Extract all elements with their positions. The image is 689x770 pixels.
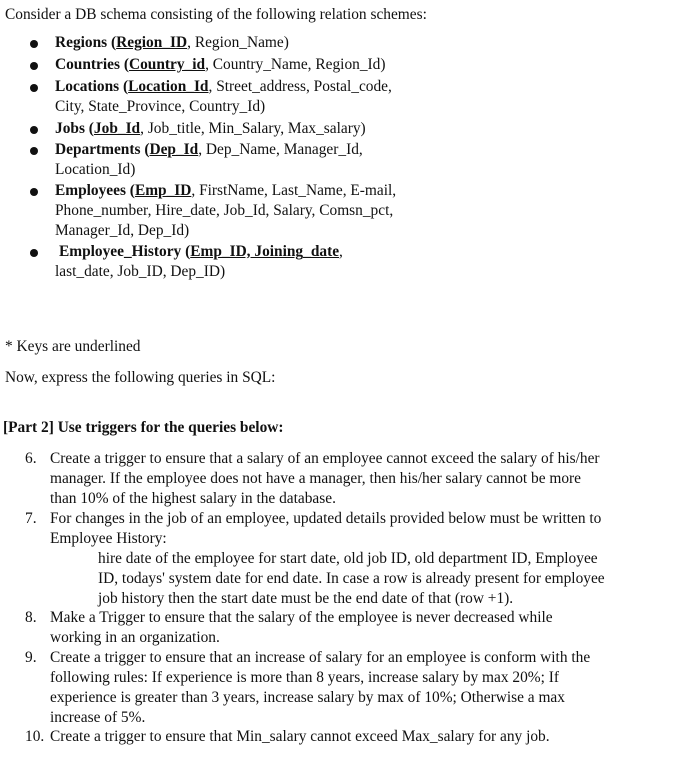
- relation-employee-history: [55, 242, 479, 282]
- query-number: 6.: [25, 450, 37, 467]
- bullet-icon: [30, 62, 38, 70]
- relation-attrs: , Region_Name): [187, 34, 289, 51]
- bullet-icon: [30, 188, 38, 196]
- query-line: working in an organization.: [50, 629, 220, 646]
- bullet-icon: [30, 249, 38, 257]
- query-line: than 10% of the highest salary in the database.: [50, 490, 336, 507]
- query-line: For changes in the job of an employee, updated details provided below must be written to: [50, 510, 602, 527]
- relation-keys: Country_id: [128, 56, 206, 73]
- query-number: 10.: [25, 728, 45, 745]
- bullet-icon: [30, 40, 38, 48]
- query-line: Create a trigger to ensure that a salary of an employee cannot exceed the salary of his/her: [50, 450, 600, 467]
- query-line: experience is greater than 3 years, increase salary by max of 10%; Otherwise a max: [50, 689, 565, 706]
- query-number: 7.: [25, 510, 37, 527]
- relation-keys: Emp_ID, Joining_date: [190, 243, 340, 260]
- bullet-icon: [30, 126, 38, 134]
- query-line: Make a Trigger to ensure that the salary of the employee is never decreased while: [50, 609, 553, 626]
- query-line: following rules: If experience is more than 8 years, increase salary by max 20%; If: [50, 669, 559, 686]
- relation-keys: Job_Id: [93, 120, 141, 137]
- keys-note: * Keys are underlined: [5, 338, 141, 355]
- query-line: Create a trigger to ensure that an increase of salary for an employee is conform with the: [50, 649, 591, 666]
- relation-attrs-cont: Manager_Id, Dep_Id): [55, 222, 190, 239]
- query-number: 8.: [25, 609, 37, 626]
- relation-employees: [55, 181, 475, 241]
- relation-keys: Dep_Id: [149, 141, 199, 158]
- relation-name: Jobs (: [55, 120, 94, 137]
- query-subline: hire date of the employee for start date, old job ID, old department ID, Employee: [98, 550, 598, 567]
- relation-attrs: , Dep_Name, Manager_Id,: [198, 141, 363, 158]
- relation-attrs-cont: last_date, Job_ID, Dep_ID): [55, 263, 226, 280]
- relation-keys: Emp_ID: [134, 182, 192, 199]
- relation-keys: Location_Id: [128, 78, 209, 95]
- relation-name: Locations (: [55, 78, 129, 95]
- bullet-icon: [30, 84, 38, 92]
- relation-attrs: , Street_address, Postal_code,: [208, 78, 392, 95]
- intro-text: Consider a DB schema consisting of the following relation schemes:: [5, 6, 427, 23]
- relation-locations: [55, 77, 475, 117]
- relation-attrs-cont: City, State_Province, Country_Id): [55, 98, 266, 115]
- relation-attrs: ,: [339, 243, 343, 260]
- relation-name: Departments (: [55, 141, 150, 158]
- relation-name: Employee_History (: [59, 243, 191, 260]
- relation-name: Employees (: [55, 182, 135, 199]
- query-line: Create a trigger to ensure that Min_salary cannot exceed Max_salary for any job.: [50, 728, 550, 745]
- relation-attrs-cont: Phone_number, Hire_date, Job_Id, Salary, Comsn_pct,: [55, 202, 394, 219]
- now-text: Now, express the following queries in SQL:: [5, 369, 276, 386]
- relation-attrs-cont: Location_Id): [55, 161, 136, 178]
- query-subline: job history then the start date must be the end date of that (row +1).: [98, 590, 514, 607]
- part2-heading: [Part 2] Use triggers for the queries below:: [3, 419, 284, 436]
- relation-name: Countries (: [55, 56, 129, 73]
- query-number: 9.: [25, 649, 37, 666]
- query-line: increase of 5%.: [50, 709, 146, 726]
- bullet-icon: [30, 147, 38, 155]
- relation-attrs: , Country_Name, Region_Id): [205, 56, 386, 73]
- query-line: Employee History:: [50, 530, 167, 547]
- relation-name: Regions (: [55, 34, 117, 51]
- relation-jobs: [55, 119, 475, 139]
- relation-regions: [55, 33, 475, 53]
- query-subline: ID, todays' system date for end date. In case a row is already present for employee: [98, 570, 605, 587]
- relation-keys: Region_ID: [116, 34, 188, 51]
- relation-attrs: , FirstName, Last_Name, E-mail,: [191, 182, 397, 199]
- relation-countries: [55, 55, 475, 75]
- relation-departments: [55, 140, 475, 180]
- query-line: manager. If the employee does not have a manager, then his/her salary cannot be more: [50, 470, 582, 487]
- relation-attrs: , Job_title, Min_Salary, Max_salary): [140, 120, 366, 137]
